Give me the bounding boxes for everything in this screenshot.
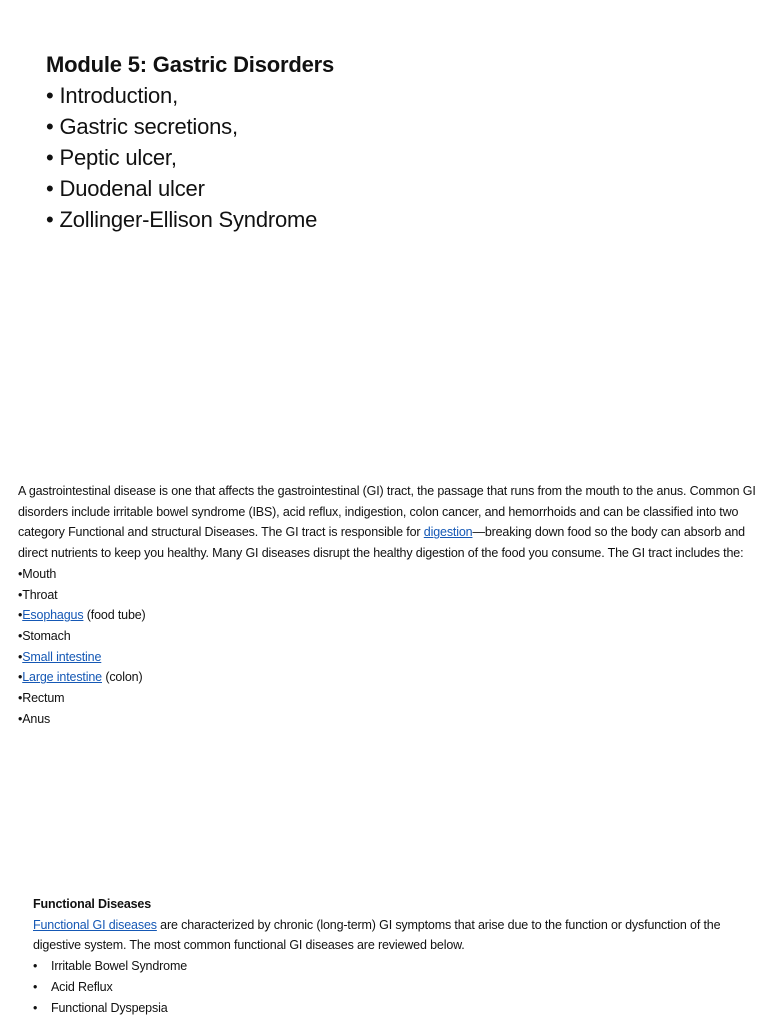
bullet-icon: • bbox=[18, 691, 23, 706]
bullet-icon: • bbox=[18, 587, 23, 602]
bullet-icon: • bbox=[33, 1000, 38, 1015]
functional-diseases-paragraph bbox=[33, 915, 753, 956]
functional-disease-item bbox=[33, 998, 753, 1019]
functional-disease-item bbox=[33, 956, 753, 977]
functional-disease-label: Acid Reflux bbox=[51, 979, 113, 994]
bullet-icon: • bbox=[46, 83, 54, 108]
tract-item-anus bbox=[18, 709, 760, 730]
bullet-icon: • bbox=[46, 114, 54, 139]
bullet-icon: • bbox=[18, 670, 23, 685]
module-topic-item bbox=[46, 173, 726, 204]
bullet-icon: • bbox=[18, 649, 23, 664]
module-title: Module 5: Gastric Disorders bbox=[46, 52, 335, 77]
large-intestine-link[interactable]: Large intestine bbox=[22, 670, 102, 685]
functional-diseases-heading: Functional Diseases bbox=[33, 897, 152, 911]
module-topic-item bbox=[46, 111, 726, 142]
tract-item-throat bbox=[18, 585, 760, 606]
module-topic-label: Duodenal ulcer bbox=[59, 176, 205, 201]
bullet-icon: • bbox=[33, 959, 38, 974]
bullet-icon: • bbox=[46, 207, 54, 232]
module-topic-label: Gastric secretions, bbox=[59, 114, 238, 139]
tract-item-label: Anus bbox=[22, 711, 51, 726]
bullet-icon: • bbox=[33, 979, 38, 994]
module-topic-list bbox=[46, 80, 726, 235]
bullet-icon: • bbox=[18, 566, 23, 581]
gi-intro-paragraph bbox=[18, 481, 760, 564]
tract-item-mouth bbox=[18, 564, 760, 585]
bullet-icon: • bbox=[18, 608, 23, 623]
tract-item-large-intestine bbox=[18, 667, 760, 688]
module-topic-label: Introduction, bbox=[59, 83, 178, 108]
bullet-icon: • bbox=[46, 145, 54, 170]
tract-item-esophagus bbox=[18, 605, 760, 626]
bullet-icon: • bbox=[18, 711, 23, 726]
tract-item-note: (colon) bbox=[102, 670, 143, 685]
functional-disease-list bbox=[33, 956, 753, 1018]
tract-item-label: Stomach bbox=[22, 628, 71, 643]
module-topic-item bbox=[46, 80, 726, 111]
functional-diseases-section bbox=[33, 894, 753, 1018]
tract-item-note: (food tube) bbox=[83, 608, 146, 623]
tract-item-label: Mouth bbox=[22, 566, 57, 581]
tract-item-rectum bbox=[18, 688, 760, 709]
module-overview bbox=[46, 50, 726, 235]
functional-text: are characterized by chronic (long-term) GI symptoms that arise due to the function or dysfunction of the digestive system. The most common functional GI diseases are reviewed below. bbox=[33, 917, 721, 953]
functional-disease-label: Functional Dyspepsia bbox=[51, 1000, 168, 1015]
esophagus-link[interactable]: Esophagus bbox=[22, 608, 84, 623]
bullet-icon: • bbox=[46, 176, 54, 201]
tract-item-label: Throat bbox=[22, 587, 58, 602]
module-topic-label: Peptic ulcer, bbox=[59, 145, 177, 170]
module-topic-item bbox=[46, 142, 726, 173]
digestion-link[interactable]: digestion bbox=[423, 525, 473, 540]
small-intestine-link[interactable]: Small intestine bbox=[22, 649, 102, 664]
tract-item-label: Rectum bbox=[22, 691, 65, 706]
intro-text: A gastrointestinal disease is one that affects the gastrointestinal (GI) tract, the passage that runs from the mouth to the anus. Common GI disorders include irritable bowel syndrome (IBS), acid reflux, indigestion, colon cancer, and hemorrhoids and can be classified into two category Functional and structural Diseases. The GI tract is responsible for bbox=[18, 484, 756, 540]
tract-item-small-intestine bbox=[18, 647, 760, 668]
bullet-icon: • bbox=[18, 628, 23, 643]
gi-intro-section bbox=[18, 481, 760, 729]
functional-disease-item bbox=[33, 977, 753, 998]
tract-item-stomach bbox=[18, 626, 760, 647]
functional-gi-diseases-link[interactable]: Functional GI diseases bbox=[33, 917, 157, 932]
gi-tract-list bbox=[18, 564, 760, 730]
functional-disease-label: Irritable Bowel Syndrome bbox=[51, 959, 188, 974]
module-topic-label: Zollinger-Ellison Syndrome bbox=[59, 207, 318, 232]
intro-text: —breaking down food so the body can absorb and direct nutrients to keep you healthy. Many GI diseases disrupt the healthy digestion of the food you consume. The GI tract includes the: bbox=[18, 525, 745, 561]
module-topic-item bbox=[46, 204, 726, 235]
